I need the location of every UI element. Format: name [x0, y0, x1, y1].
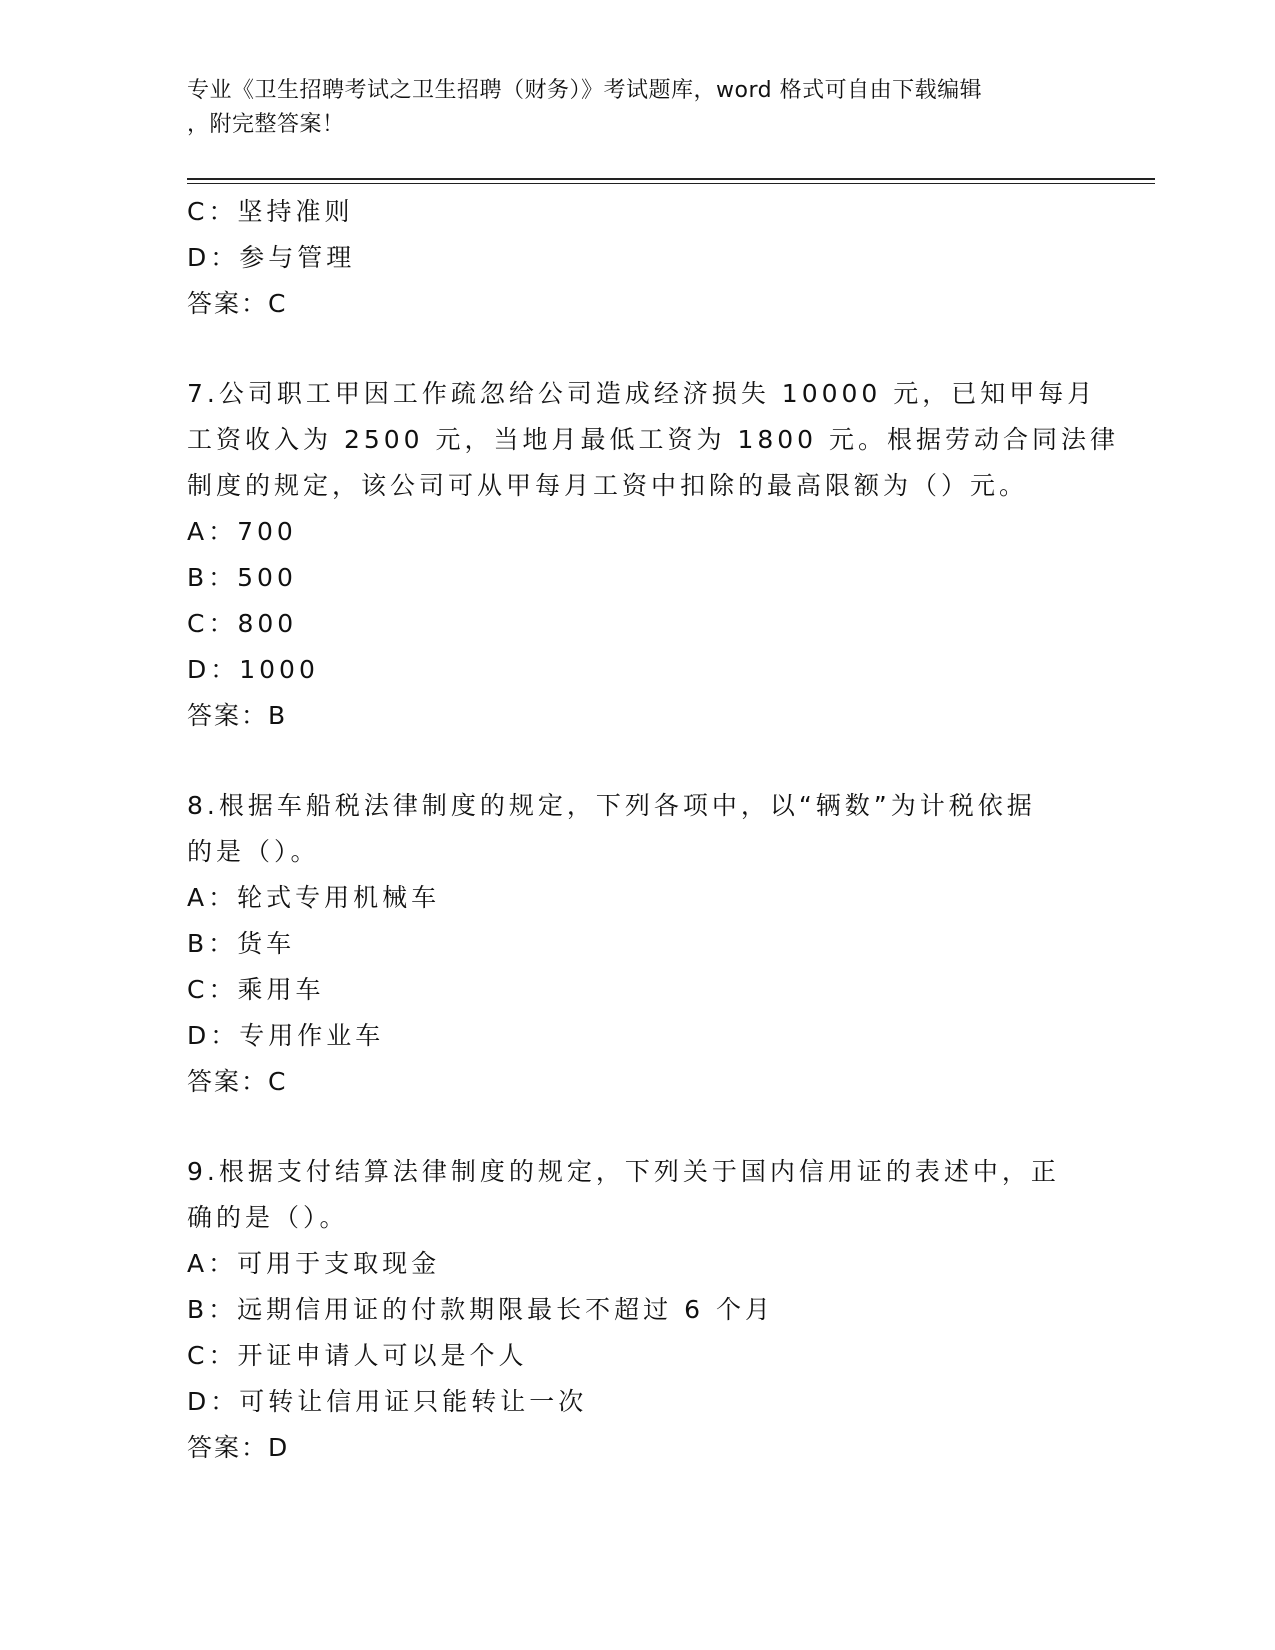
option-b: B：远期信用证的付款期限最长不超过 6 个月: [187, 1295, 774, 1324]
option-d: D：参与管理: [187, 243, 356, 272]
header-divider-thick: [187, 178, 1155, 180]
option-d: D：专用作业车: [187, 1021, 385, 1050]
option-a: A：700: [187, 517, 297, 546]
option-c: C：乘用车: [187, 975, 325, 1004]
question-text-line: 的是（）。: [187, 837, 320, 866]
question-7: [187, 371, 1120, 739]
answer-line: 答案：B: [187, 701, 288, 730]
answer-line: 答案：C: [187, 1067, 288, 1096]
question-content: [187, 189, 1120, 1471]
question-spacer: [187, 327, 1087, 371]
previous-question-tail: [187, 189, 1087, 327]
option-d: D：可转让信用证只能转让一次: [187, 1387, 588, 1416]
question-8: [187, 783, 1087, 1105]
question-text-line: 8.根据车船税法律制度的规定，下列各项中，以“辆数”为计税依据: [187, 791, 1036, 820]
header-line-1: 专业《卫生招聘考试之卫生招聘（财务）》考试题库，word 格式可自由下载编辑: [187, 78, 983, 103]
option-c: C：开证申请人可以是个人: [187, 1341, 528, 1370]
answer-line: 答案：C: [187, 289, 288, 318]
question-spacer: [187, 1105, 1087, 1149]
question-spacer: [187, 739, 1087, 783]
question-text-line: 9.根据支付结算法律制度的规定，下列关于国内信用证的表述中，正: [187, 1157, 1060, 1186]
option-a: A：可用于支取现金: [187, 1249, 441, 1278]
header-divider-thin: [187, 183, 1155, 184]
option-b: B：货车: [187, 929, 296, 958]
answer-line: 答案：D: [187, 1433, 290, 1462]
option-c: C：坚持准则: [187, 197, 354, 226]
question-text-line: 制度的规定，该公司可从甲每月工资中扣除的最高限额为（）元。: [187, 471, 1029, 500]
option-a: A：轮式专用机械车: [187, 883, 441, 912]
document-header: [187, 74, 1067, 142]
question-9: [187, 1149, 1087, 1471]
question-text-line: 确的是（）。: [187, 1203, 349, 1232]
question-text-line: 工资收入为 2500 元，当地月最低工资为 1800 元。根据劳动合同法律: [187, 425, 1120, 454]
option-b: B：500: [187, 563, 297, 592]
header-line-2: ，附完整答案！: [187, 112, 345, 137]
question-text-line: 7.公司职工甲因工作疏忽给公司造成经济损失 10000 元，已知甲每月: [187, 379, 1097, 408]
option-d: D：1000: [187, 655, 319, 684]
option-c: C：800: [187, 609, 298, 638]
